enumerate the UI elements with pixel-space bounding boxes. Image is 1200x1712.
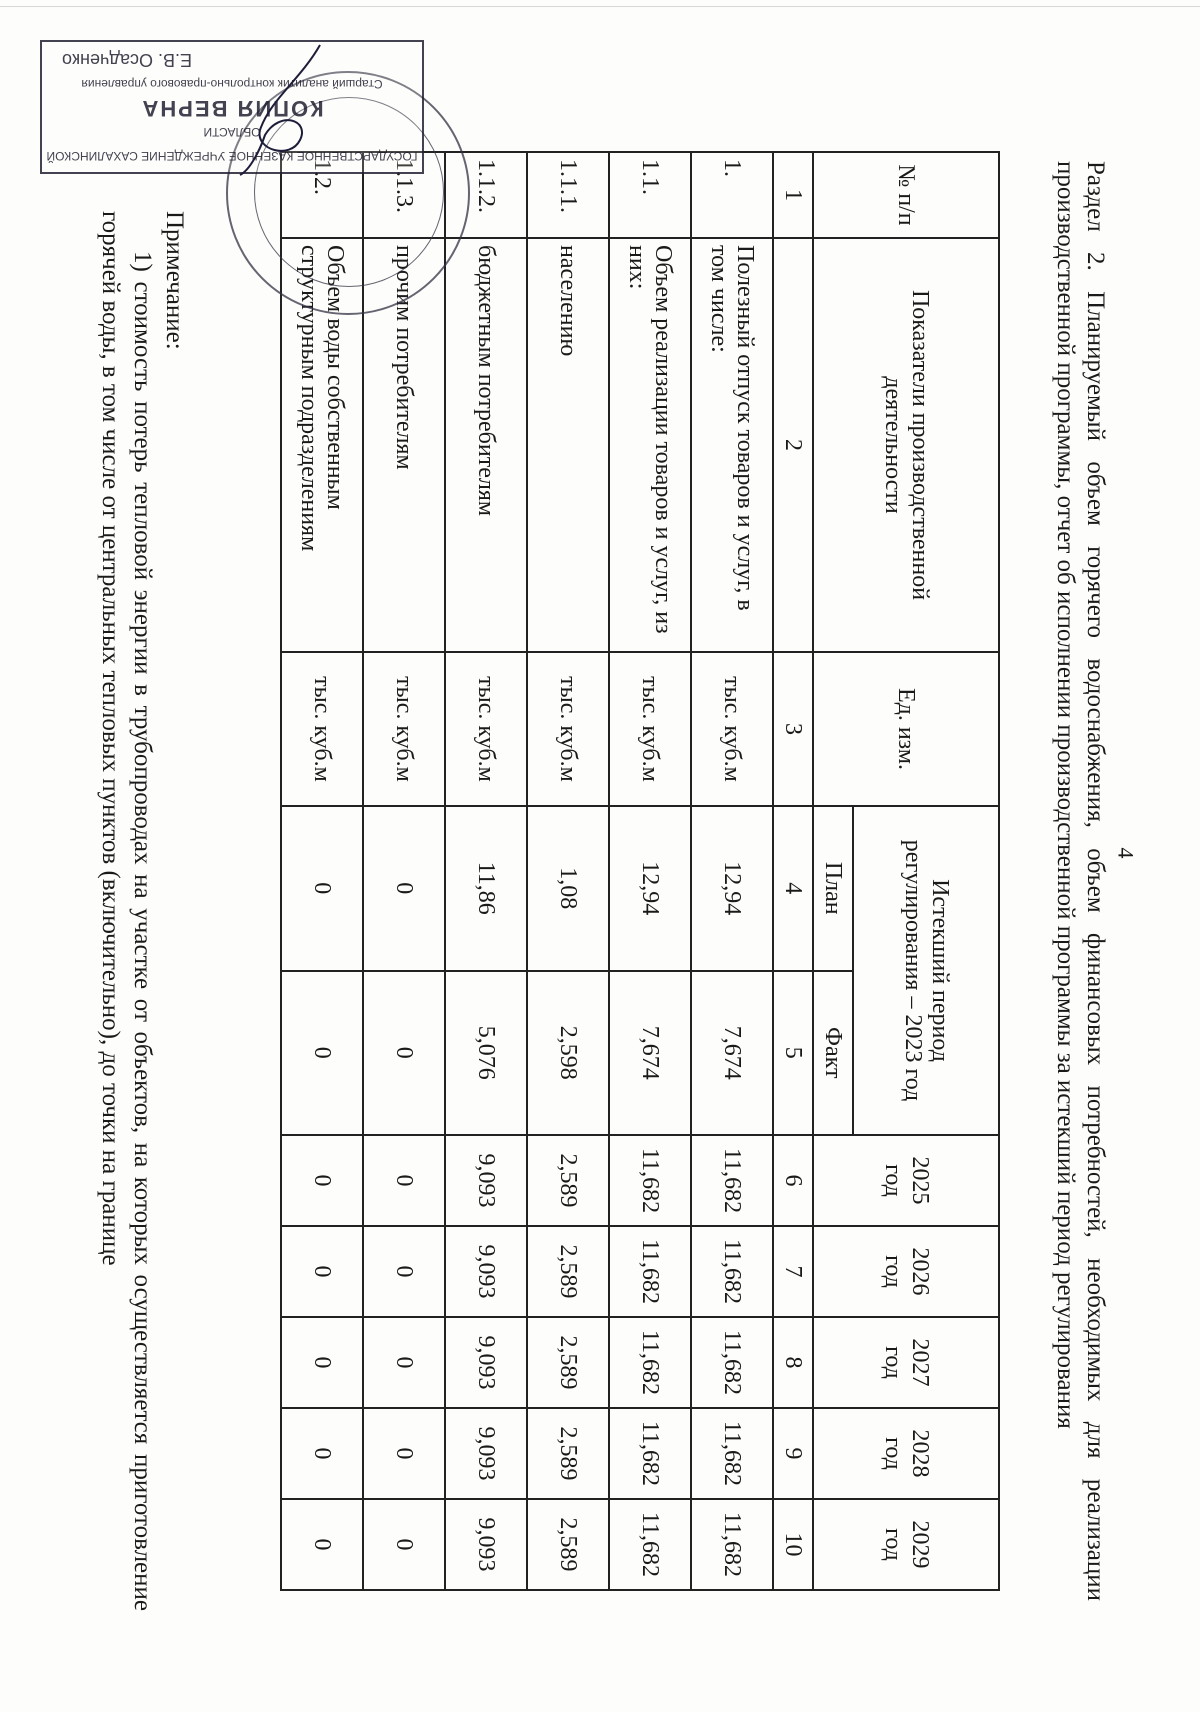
- column-index: 4: [773, 806, 813, 971]
- value-2026: 11,682: [691, 1226, 773, 1317]
- column-index: 3: [773, 652, 813, 806]
- copy-stamp-role: Старший аналитик контрольно-правового управления: [81, 77, 383, 91]
- value-2026: 0: [363, 1226, 445, 1317]
- row-number: 1.1.1.: [527, 152, 609, 238]
- table-row: [691, 152, 773, 1590]
- value-2029: 0: [363, 1499, 445, 1590]
- column-index: 6: [773, 1135, 813, 1226]
- value-plan-2023: 11,86: [445, 806, 527, 971]
- production-program-table: [280, 151, 1000, 1591]
- value-plan-2023: 0: [281, 806, 363, 971]
- value-2027: 9,093: [445, 1317, 527, 1408]
- header-plan: План: [813, 806, 853, 971]
- row-indicator: Объем воды собственным структурным подразделениям: [281, 238, 363, 652]
- value-2029: 11,682: [609, 1499, 691, 1590]
- value-2027: 2,589: [527, 1317, 609, 1408]
- value-plan-2023: 1,08: [527, 806, 609, 971]
- row-indicator: Полезный отпуск товаров и услуг, в том числе:: [691, 238, 773, 652]
- notes-title: Примечание:: [161, 211, 188, 350]
- copy-stamp-org: ГОСУДАРСТВЕННОЕ КАЗЕННОЕ УЧРЕЖДЕНИЕ САХАЛИНСКОЙ ОБЛАСТИ: [46, 125, 418, 163]
- notes-text: 1) стоимость потерь тепловой энергии в трубопроводах на участке от объектов, на которых осуществляется приготовление горячей воды, в том числе от центральных тепловых пунктов (включительно), до точки на границе: [97, 211, 156, 1611]
- table-row: [363, 152, 445, 1590]
- value-2026: 11,682: [609, 1226, 691, 1317]
- value-fact-2023: 0: [363, 971, 445, 1136]
- value-2027: 11,682: [609, 1317, 691, 1408]
- column-index: 7: [773, 1226, 813, 1317]
- scan-edge-line: [0, 6, 1200, 7]
- row-unit: тыс. куб.м: [609, 652, 691, 806]
- row-indicator: Объем реализации товаров и услуг, из них:: [609, 238, 691, 652]
- row-unit: тыс. куб.м: [363, 652, 445, 806]
- column-index-row: [773, 152, 813, 1590]
- value-2029: 2,589: [527, 1499, 609, 1590]
- value-2028: 2,589: [527, 1408, 609, 1499]
- copy-stamp-signer: Е.В. Осадченко: [62, 50, 192, 70]
- row-number: 1.1.: [609, 152, 691, 238]
- header-2025: 2025 год: [813, 1135, 999, 1226]
- column-index: 5: [773, 971, 813, 1136]
- header-2029: 2029 год: [813, 1499, 999, 1590]
- header-2027: 2027 год: [813, 1317, 999, 1408]
- header-2026: 2026 год: [813, 1226, 999, 1317]
- row-number: 1.1.2.: [445, 152, 527, 238]
- column-index: 9: [773, 1408, 813, 1499]
- header-past-period: Истекший период регулирования – 2023 год: [853, 806, 999, 1135]
- column-index: 2: [773, 238, 813, 652]
- row-unit: тыс. куб.м: [281, 652, 363, 806]
- row-indicator: бюджетным потребителям: [445, 238, 527, 652]
- row-unit: тыс. куб.м: [445, 652, 527, 806]
- row-indicator: населению: [527, 238, 609, 652]
- value-2025: 2,589: [527, 1135, 609, 1226]
- value-2025: 0: [281, 1135, 363, 1226]
- value-2025: 0: [363, 1135, 445, 1226]
- row-indicator: прочим потребителям: [363, 238, 445, 652]
- value-2028: 0: [281, 1408, 363, 1499]
- header-unit: Ед. изм.: [813, 652, 999, 806]
- column-index: 10: [773, 1499, 813, 1590]
- value-plan-2023: 0: [363, 806, 445, 971]
- header-num: № п/п: [813, 152, 999, 238]
- header-indicator: Показатели производственной деятельности: [813, 238, 999, 652]
- copy-stamp-title: КОПИЯ ВЕРНА: [140, 96, 324, 121]
- table-header-row: [853, 152, 999, 1590]
- rotated-document: [70, 91, 1110, 1621]
- value-2027: 11,682: [691, 1317, 773, 1408]
- value-plan-2023: 12,94: [691, 806, 773, 971]
- value-2029: 11,682: [691, 1499, 773, 1590]
- table-row: [609, 152, 691, 1590]
- value-fact-2023: 5,076: [445, 971, 527, 1136]
- table-row: [527, 152, 609, 1590]
- value-2025: 9,093: [445, 1135, 527, 1226]
- row-number: 1.1.3.: [363, 152, 445, 238]
- table-row: [445, 152, 527, 1590]
- handwritten-signature: [230, 40, 350, 180]
- value-2025: 11,682: [691, 1135, 773, 1226]
- value-plan-2023: 12,94: [609, 806, 691, 971]
- value-fact-2023: 7,674: [691, 971, 773, 1136]
- column-index: 1: [773, 152, 813, 238]
- header-fact: Факт: [813, 971, 853, 1136]
- value-2028: 11,682: [609, 1408, 691, 1499]
- notes-section: [94, 211, 190, 1611]
- value-2027: 0: [363, 1317, 445, 1408]
- header-2028: 2028 год: [813, 1408, 999, 1499]
- row-unit: тыс. куб.м: [691, 652, 773, 806]
- value-2028: 9,093: [445, 1408, 527, 1499]
- row-unit: тыс. куб.м: [527, 652, 609, 806]
- value-fact-2023: 0: [281, 971, 363, 1136]
- value-2025: 11,682: [609, 1135, 691, 1226]
- value-2028: 0: [363, 1408, 445, 1499]
- table-row: [281, 152, 363, 1590]
- column-index: 8: [773, 1317, 813, 1408]
- value-2028: 11,682: [691, 1408, 773, 1499]
- row-number: 1.: [691, 152, 773, 238]
- row-number: 1.2.: [281, 152, 363, 238]
- value-2029: 0: [281, 1499, 363, 1590]
- section-heading: Раздел 2. Планируемый объем горячего водоснабжения, объем финансовых потребностей, необходимых для реализации производственной программы, отчет об исполнении производственной программы за истекший период регулирования: [1052, 161, 1109, 1601]
- value-fact-2023: 2,598: [527, 971, 609, 1136]
- value-2026: 9,093: [445, 1226, 527, 1317]
- value-2029: 9,093: [445, 1499, 527, 1590]
- value-2026: 2,589: [527, 1226, 609, 1317]
- value-2026: 0: [281, 1226, 363, 1317]
- page-number: 4: [1113, 847, 1139, 859]
- value-2027: 0: [281, 1317, 363, 1408]
- value-fact-2023: 7,674: [609, 971, 691, 1136]
